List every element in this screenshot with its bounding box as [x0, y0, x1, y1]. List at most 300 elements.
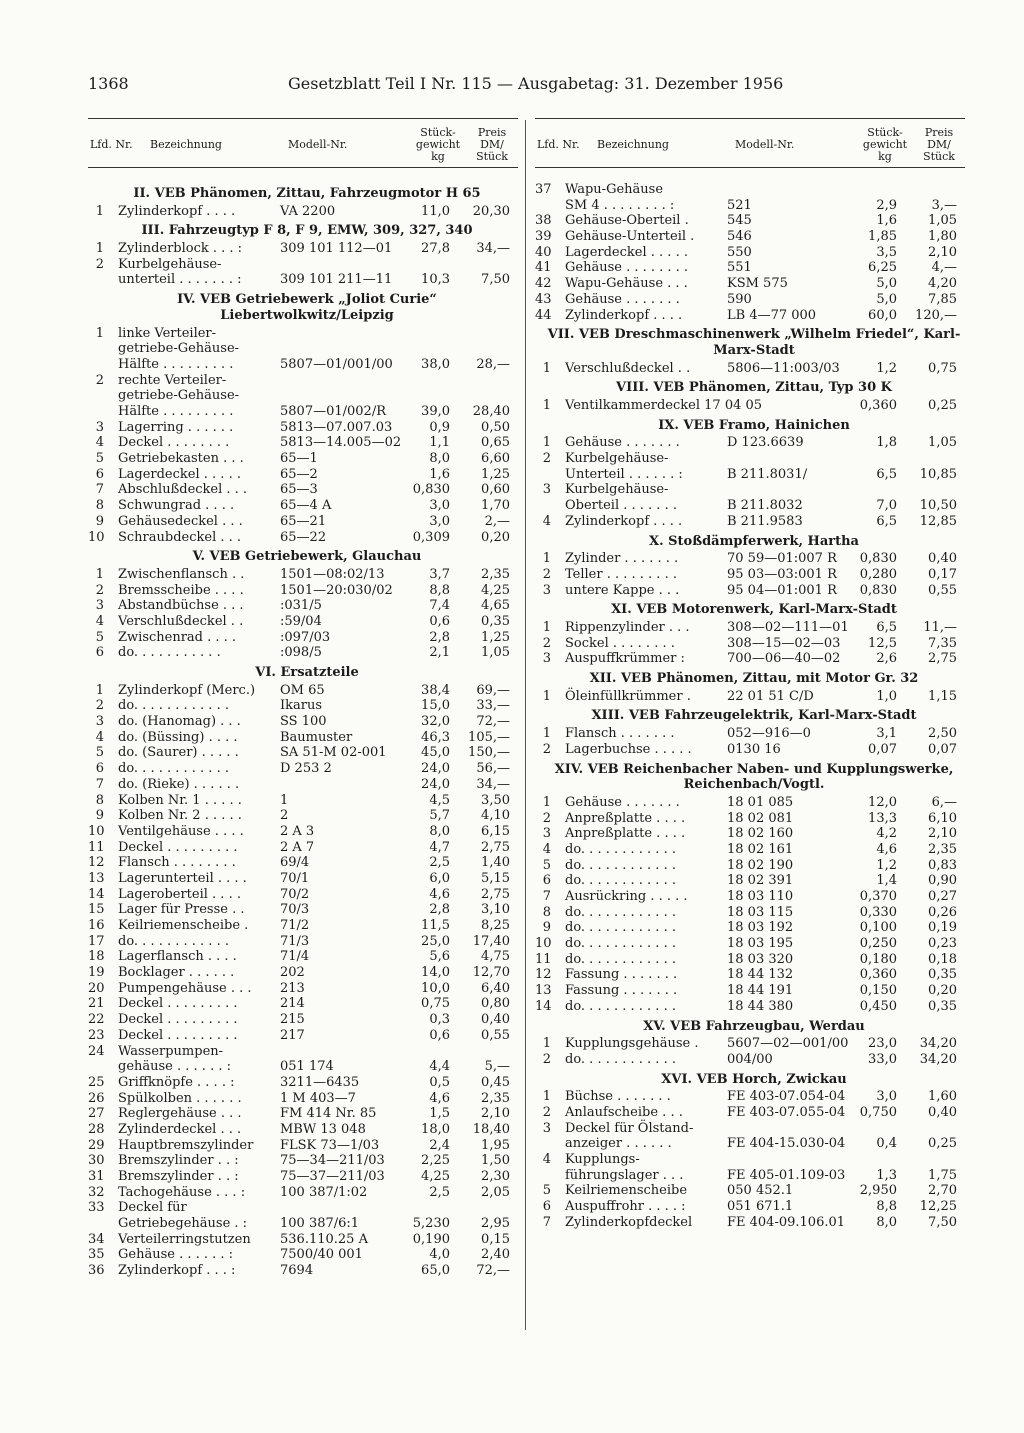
table-row	[88, 1028, 518, 1044]
row-gewicht: 10,3	[421, 272, 450, 288]
row-bezeichnung: anzeiger . . . . . .	[565, 1136, 672, 1152]
row-preis: 2,35	[481, 1090, 510, 1106]
row-modell: 213	[280, 980, 305, 996]
table-row	[88, 1169, 518, 1185]
row-number: 32	[88, 1184, 105, 1200]
row-number: 30	[88, 1153, 105, 1169]
row-preis: 0,25	[928, 397, 957, 413]
table-row	[535, 795, 965, 811]
row-number: 5	[542, 1183, 551, 1199]
row-gewicht: 2,5	[429, 855, 450, 871]
row-modell: 18 03 195	[727, 936, 794, 952]
row-gewicht: 24,0	[421, 761, 450, 777]
row-modell: 71/2	[280, 918, 310, 934]
row-bezeichnung: Lagerdeckel . . . . .	[118, 466, 241, 482]
row-number: 2	[95, 372, 104, 388]
table-row	[88, 1044, 518, 1060]
table-row	[88, 777, 518, 793]
row-preis: 72,—	[476, 1263, 510, 1279]
row-modell: 308—15—02—03	[727, 635, 841, 651]
row-number: 2	[542, 810, 551, 826]
row-number: 1	[95, 566, 104, 582]
row-number: 33	[88, 1200, 105, 1216]
row-gewicht: 4,2	[876, 826, 897, 842]
row-modell: FE 404-09.106.01	[727, 1214, 846, 1230]
row-number: 4	[95, 435, 104, 451]
row-number: 5	[95, 629, 104, 645]
row-gewicht: 2,1	[429, 645, 450, 661]
section-title: XVI. VEB Horch, Zwickau	[661, 1071, 847, 1087]
row-modell: D 123.6639	[727, 435, 804, 451]
row-number: 23	[88, 1027, 105, 1043]
row-modell: 65—21	[280, 513, 327, 529]
row-bezeichnung: Schwungrad . . . .	[118, 498, 235, 514]
row-bezeichnung: Lagerdeckel . . . . .	[565, 244, 688, 260]
row-bezeichnung: Öleinfüllkrümmer .	[565, 688, 691, 704]
row-modell: 18 02 160	[727, 826, 794, 842]
table-row	[88, 630, 518, 646]
row-modell: 700—06—40—02	[727, 651, 841, 667]
row-bezeichnung: Kurbelgehäuse-	[565, 451, 669, 467]
table-row	[535, 467, 965, 483]
row-bezeichnung: Auspuffrohr . . . . :	[565, 1199, 686, 1215]
table-row	[88, 498, 518, 514]
row-bezeichnung: Bremszylinder . . :	[118, 1153, 239, 1169]
row-preis: 2,40	[481, 1247, 510, 1263]
table-row	[535, 398, 965, 414]
row-gewicht: 0,750	[859, 1105, 897, 1120]
row-number: 3	[542, 826, 551, 842]
row-gewicht: 1,6	[429, 466, 450, 482]
row-modell: 70/1	[280, 870, 310, 886]
row-number: 7	[95, 482, 104, 498]
row-modell: 18 03 110	[727, 889, 794, 905]
row-gewicht: 4,0	[429, 1247, 450, 1263]
table-row	[88, 1012, 518, 1028]
row-modell: 545	[727, 213, 752, 229]
row-number: 12	[535, 967, 552, 983]
row-number: 2	[542, 1051, 551, 1067]
table-row	[88, 902, 518, 918]
row-preis: 0,15	[481, 1231, 510, 1247]
row-modell: B 211.9583	[727, 513, 803, 529]
row-bezeichnung: Kupplungs-	[565, 1152, 640, 1168]
row-number: 3	[542, 582, 551, 598]
table-row	[535, 936, 965, 952]
row-number: 41	[535, 260, 552, 276]
table-row	[88, 761, 518, 777]
row-bezeichnung: Wasserpumpen-	[118, 1043, 224, 1059]
row-number: 1	[542, 435, 551, 451]
row-number: 1	[542, 619, 551, 635]
table-row	[535, 567, 965, 583]
row-gewicht: 5,0	[876, 291, 897, 307]
row-preis: 7,50	[481, 272, 510, 288]
row-number: 1	[542, 794, 551, 810]
row-number: 1	[542, 1036, 551, 1052]
row-bezeichnung: Zylinderkopf . . . .	[565, 307, 683, 323]
row-bezeichnung: getriebe-Gehäuse-	[118, 388, 240, 404]
row-modell: 2 A 7	[280, 839, 315, 855]
table-row	[535, 1183, 965, 1199]
page-title: Gesetzblatt Teil I Nr. 115 — Ausgabetag: 31. Dezember 1956	[288, 74, 784, 93]
row-gewicht: 1,2	[876, 360, 897, 376]
row-gewicht: 3,0	[429, 498, 450, 514]
row-preis: 10,85	[919, 466, 957, 482]
row-bezeichnung: linke Verteiler-	[118, 325, 217, 341]
row-number: 4	[542, 513, 551, 529]
row-preis: 0,40	[928, 551, 957, 567]
section-title: XI. VEB Motorenwerk, Karl-Marx-Stadt	[611, 602, 897, 618]
row-bezeichnung: Gehäuse . . . . . . . .	[565, 260, 689, 276]
row-modell: Baumuster	[280, 729, 353, 745]
row-bezeichnung: Auspuffkrümmer :	[565, 651, 685, 667]
row-preis: 56,—	[476, 761, 510, 777]
row-number: 5	[95, 451, 104, 467]
row-gewicht: 38,4	[421, 682, 450, 698]
row-preis: 1,60	[928, 1089, 957, 1105]
row-modell: 051 671.1	[727, 1199, 794, 1215]
row-bezeichnung: gehäuse . . . . . . :	[118, 1059, 231, 1075]
row-number: 5	[95, 745, 104, 761]
row-bezeichnung: Gehäusedeckel . . .	[118, 513, 243, 529]
row-bezeichnung: Keilriemenscheibe	[565, 1183, 688, 1199]
row-modell: 100 387/6:1	[280, 1216, 360, 1232]
row-gewicht: 0,150	[859, 983, 897, 999]
page-number: 1368	[88, 74, 129, 93]
header-gewicht: Stück- gewicht kg	[415, 126, 461, 163]
row-number: 38	[535, 213, 552, 229]
table-row	[535, 826, 965, 842]
row-preis: 0,65	[481, 435, 510, 451]
row-number: 9	[95, 808, 104, 824]
row-bezeichnung: Zylinderkopf . . . :	[118, 1263, 236, 1279]
section-title: XIV. VEB Reichenbacher Naben- und Kupplungswerke, Reichenbach/Vogtl.	[554, 761, 954, 793]
row-bezeichnung: Getriebekasten . . .	[118, 451, 244, 467]
row-bezeichnung: do. . . . . . . . . . . .	[118, 761, 229, 777]
row-gewicht: 14,0	[421, 965, 450, 981]
row-preis: 0,35	[481, 613, 510, 629]
row-preis: 1,40	[481, 855, 510, 871]
row-gewicht: 5,7	[429, 808, 450, 824]
row-modell: 75—37—211/03	[280, 1169, 385, 1185]
row-number: 29	[88, 1137, 105, 1153]
row-gewicht: 8,8	[876, 1199, 897, 1215]
row-modell: 3211—6435	[280, 1074, 360, 1090]
table-row	[88, 373, 518, 389]
row-preis: 28,—	[476, 356, 510, 372]
row-modell: :59/04	[280, 613, 322, 629]
row-number: 18	[88, 949, 105, 965]
row-preis: 33,—	[476, 698, 510, 714]
row-modell: 70/3	[280, 902, 310, 918]
table-row	[88, 241, 518, 257]
row-bezeichnung: do. . . . . . . . . . . .	[565, 936, 676, 952]
row-preis: 72,—	[476, 714, 510, 730]
row-bezeichnung: Lagerflansch . . . .	[118, 949, 237, 965]
row-gewicht: 0,180	[859, 951, 897, 967]
row-gewicht: 0,830	[412, 482, 450, 498]
table-row	[535, 889, 965, 905]
row-modell: 7694	[280, 1263, 314, 1279]
row-bezeichnung: Lageroberteil . . . .	[118, 886, 241, 902]
row-preis: 4,10	[481, 808, 510, 824]
row-preis: 2,75	[481, 886, 510, 902]
row-bezeichnung: Schraubdeckel . . .	[118, 529, 242, 545]
row-bezeichnung: rechte Verteiler-	[118, 372, 227, 388]
row-gewicht: 2,950	[859, 1183, 897, 1199]
row-number: 8	[95, 498, 104, 514]
row-modell: LB 4—77 000	[727, 307, 817, 323]
row-preis: 2,35	[928, 841, 957, 857]
row-preis: 0,23	[928, 936, 957, 952]
table-row	[535, 514, 965, 530]
row-number: 11	[88, 839, 105, 855]
row-modell: 5807—01/002/R	[280, 404, 386, 419]
table-row	[88, 793, 518, 809]
row-modell: 71/4	[280, 949, 310, 965]
row-gewicht: 2,8	[429, 629, 450, 645]
row-modell: 18 02 391	[727, 873, 794, 889]
header-preis: Preis DM/ Stück	[923, 126, 955, 163]
row-gewicht: 1,1	[429, 435, 450, 451]
row-modell: 69/4	[280, 855, 310, 871]
row-preis: 1,05	[928, 213, 957, 229]
row-number: 2	[542, 635, 551, 651]
section-title: VI. Ersatzteile	[255, 665, 359, 681]
row-bezeichnung: Zylinderblock . . . :	[118, 241, 243, 257]
row-number: 43	[535, 291, 552, 307]
row-bezeichnung: Zwischenrad . . . .	[118, 629, 237, 645]
table-row	[88, 1059, 518, 1075]
row-number: 2	[542, 566, 551, 582]
table-row	[88, 614, 518, 630]
row-number: 1	[542, 726, 551, 742]
row-gewicht: 1,5	[429, 1106, 450, 1122]
section-title: XV. VEB Fahrzeugbau, Werdau	[643, 1018, 865, 1034]
row-gewicht: 0,360	[859, 967, 897, 983]
row-number: 3	[542, 1120, 551, 1136]
row-preis: 0,20	[928, 983, 957, 999]
row-bezeichnung: do. . . . . . . . . . . .	[565, 873, 676, 889]
row-preis: 5,—	[484, 1059, 510, 1075]
row-number: 2	[542, 741, 551, 757]
row-modell: 70/2	[280, 886, 310, 902]
row-number: 4	[95, 613, 104, 629]
right-column	[535, 118, 965, 1231]
row-preis: 0,07	[928, 741, 957, 757]
row-modell: 214	[280, 996, 305, 1012]
section-title: VII. VEB Dreschmaschinenwerk „Wilhelm Friedel“, Karl-Marx-Stadt	[547, 327, 961, 358]
row-preis: 3,50	[481, 792, 510, 808]
row-bezeichnung: do. (Rieke) . . . . . .	[118, 776, 240, 792]
row-modell: :097/03	[280, 629, 331, 645]
row-number: 9	[542, 920, 551, 936]
row-number: 6	[95, 466, 104, 482]
row-bezeichnung: Zylinderdeckel . . .	[118, 1121, 242, 1137]
row-gewicht: 5,230	[412, 1216, 450, 1232]
table-row	[535, 245, 965, 261]
row-preis: 0,45	[481, 1074, 510, 1090]
table-row	[88, 1185, 518, 1201]
table-row	[535, 999, 965, 1015]
row-bezeichnung: Ventilkammerdeckel 17 04 05	[565, 397, 763, 413]
row-bezeichnung: Getriebegehäuse . :	[118, 1216, 248, 1232]
row-number: 36	[88, 1263, 105, 1279]
row-preis: 34,—	[476, 241, 510, 257]
row-gewicht: 12,0	[868, 794, 897, 810]
table-row	[88, 388, 518, 404]
table-row	[88, 567, 518, 583]
header-modell: Modell-Nr.	[288, 138, 348, 151]
row-modell: D 253 2	[280, 761, 332, 777]
column-divider	[525, 120, 526, 1330]
row-gewicht: 0,75	[421, 996, 450, 1012]
row-bezeichnung: do. . . . . . . . . . . .	[565, 951, 676, 967]
row-bezeichnung: Wapu-Gehäuse . . .	[565, 276, 688, 292]
row-bezeichnung: Griffknöpfe . . . . :	[118, 1074, 235, 1090]
row-preis: 4,—	[931, 260, 957, 276]
row-modell: 70 59—01:007 R	[727, 551, 837, 567]
row-preis: 7,85	[928, 291, 957, 307]
row-preis: 2,05	[481, 1184, 510, 1200]
row-preis: 12,85	[919, 513, 957, 529]
table-row	[535, 1105, 965, 1121]
table-row	[88, 871, 518, 887]
row-number: 3	[542, 482, 551, 498]
row-gewicht: 3,7	[429, 566, 450, 582]
row-number: 10	[88, 823, 105, 839]
table-row	[88, 949, 518, 965]
row-number: 11	[535, 951, 552, 967]
row-preis: 2,10	[481, 1106, 510, 1122]
row-bezeichnung: Oberteil . . . . . . .	[565, 498, 677, 514]
row-modell: 65—1	[280, 451, 318, 467]
row-modell: 2 A 3	[280, 823, 315, 839]
row-preis: 0,19	[928, 920, 957, 936]
row-number: 5	[542, 857, 551, 873]
row-number: 1	[95, 325, 104, 341]
row-modell: 5813—07.007.03	[280, 419, 393, 435]
table-row	[535, 213, 965, 229]
row-modell: 051 174	[280, 1059, 334, 1075]
row-modell: 65—22	[280, 529, 327, 545]
row-modell: 1501—20:030/02	[280, 582, 393, 598]
row-gewicht: 4,4	[429, 1059, 450, 1075]
row-bezeichnung: do. . . . . . . . . . . .	[565, 904, 676, 920]
row-preis: 4,25	[481, 582, 510, 598]
row-preis: 0,35	[928, 998, 957, 1014]
row-gewicht: 0,6	[429, 613, 450, 629]
row-gewicht: 5,6	[429, 949, 450, 965]
row-preis: 1,05	[928, 435, 957, 451]
row-modell: FLSK 73—1/03	[280, 1137, 380, 1153]
row-preis: 0,80	[481, 996, 510, 1012]
table-row	[535, 842, 965, 858]
row-number: 7	[542, 889, 551, 905]
row-gewicht: 12,5	[868, 635, 897, 651]
row-number: 34	[88, 1231, 105, 1247]
row-preis: 0,17	[928, 566, 957, 582]
row-gewicht: 1,85	[868, 229, 897, 245]
row-modell: 5806—11:003/03	[727, 360, 840, 376]
table-row	[88, 730, 518, 746]
row-preis: 34,20	[919, 1051, 957, 1067]
row-modell: 5813—14.005—02	[280, 435, 402, 451]
row-modell: MBW 13 048	[280, 1121, 366, 1137]
row-modell: KSM 575	[727, 276, 788, 292]
row-number: 27	[88, 1106, 105, 1122]
table-row	[535, 583, 965, 599]
row-bezeichnung: führungslager . . .	[565, 1167, 684, 1183]
row-gewicht: 46,3	[421, 729, 450, 745]
row-preis: 0,55	[928, 582, 957, 598]
row-bezeichnung: getriebe-Gehäuse-	[118, 341, 240, 357]
row-preis: 12,70	[472, 965, 510, 981]
table-row	[88, 1106, 518, 1122]
table-row	[535, 1136, 965, 1152]
row-bezeichnung: do. . . . . . . . . . . .	[565, 920, 676, 936]
row-bezeichnung: Gehäuse . . . . . . :	[118, 1247, 234, 1263]
table-row	[535, 905, 965, 921]
row-gewicht: 27,8	[421, 241, 450, 257]
row-gewicht: 2,6	[876, 651, 897, 667]
row-preis: 0,25	[928, 1136, 957, 1152]
row-gewicht: 1,6	[876, 213, 897, 229]
row-bezeichnung: Deckel . . . . . . . . .	[118, 1012, 238, 1028]
row-modell: 22 01 51 C/D	[727, 688, 814, 704]
row-number: 14	[88, 886, 105, 902]
row-preis: 12,25	[919, 1199, 957, 1215]
row-modell: 18 01 085	[727, 794, 794, 810]
row-bezeichnung: Lagerunterteil . . . .	[118, 870, 247, 886]
table-row	[535, 451, 965, 467]
row-modell: 18 03 320	[727, 951, 794, 967]
row-modell: B 211.8031/	[727, 466, 808, 482]
row-preis: 2,75	[481, 839, 510, 855]
row-number: 35	[88, 1247, 105, 1263]
row-bezeichnung: Teller . . . . . . . . .	[565, 566, 677, 582]
row-bezeichnung: Reglergehäuse . . .	[118, 1106, 242, 1122]
table-row	[535, 1052, 965, 1068]
row-preis: 17,40	[472, 933, 510, 949]
row-number: 3	[95, 714, 104, 730]
row-gewicht: 0,07	[868, 741, 897, 757]
row-gewicht: 45,0	[421, 745, 450, 761]
row-number: 4	[542, 1152, 551, 1168]
row-gewicht: 6,5	[876, 466, 897, 482]
row-preis: 8,25	[481, 918, 510, 934]
table-row	[88, 855, 518, 871]
row-modell: 551	[727, 260, 752, 276]
row-modell: FE 403-07.054-04	[727, 1089, 846, 1105]
row-gewicht: 0,3	[429, 1012, 450, 1028]
row-modell: FE 405-01.109-03	[727, 1167, 846, 1183]
row-gewicht: 4,25	[421, 1169, 450, 1185]
row-modell: 2	[280, 808, 289, 824]
row-gewicht: 2,5	[429, 1184, 450, 1200]
row-number: 8	[95, 792, 104, 808]
page-header	[88, 74, 968, 102]
row-gewicht: 38,0	[421, 356, 450, 372]
row-preis: 6,60	[481, 451, 510, 467]
row-modell: 95 04—01:001 R	[727, 582, 837, 598]
row-gewicht: 8,0	[876, 1214, 897, 1230]
row-number: 26	[88, 1090, 105, 1106]
table-row	[535, 1215, 965, 1231]
table-header	[535, 118, 965, 168]
row-modell: 18 03 115	[727, 904, 794, 920]
